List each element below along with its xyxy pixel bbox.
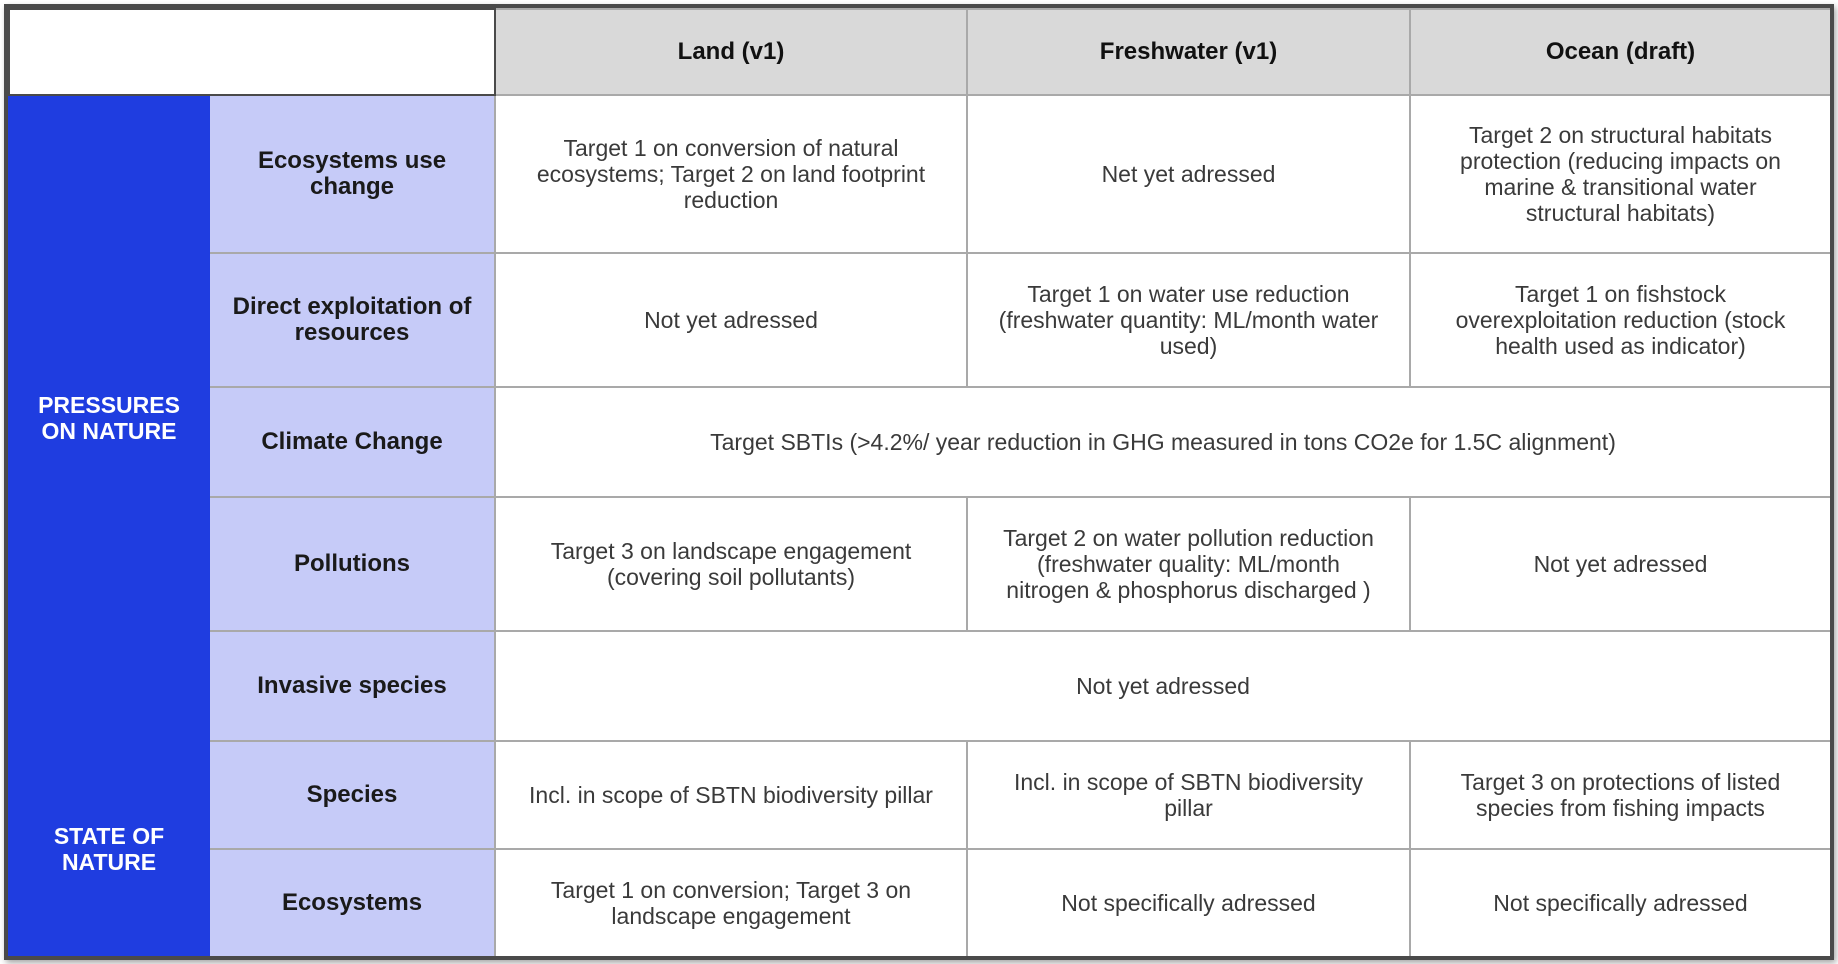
- row-label-ecosystems-use-change: Ecosystems use change: [209, 95, 495, 253]
- cell-pollutions-freshwater: Target 2 on water pollution reduction (freshwater quality: ML/month nitrogen & phosphorus discharged ): [967, 497, 1410, 631]
- cell-ecosystems-ocean: Not specifically adressed: [1410, 849, 1831, 957]
- cell-pollutions-land: Target 3 on landscape engagement (covering soil pollutants): [495, 497, 967, 631]
- row-label-pollutions: Pollutions: [209, 497, 495, 631]
- cell-climate-change-all: Target SBTIs (>4.2%/ year reduction in GHG measured in tons CO2e for 1.5C alignment): [495, 387, 1831, 497]
- cell-ecosystems-land: Target 1 on conversion; Target 3 on landscape engagement: [495, 849, 967, 957]
- table-row: [9, 387, 1831, 497]
- cell-ecosystems-freshwater: Not specifically adressed: [967, 849, 1410, 957]
- row-label-invasive-species: Invasive species: [209, 631, 495, 741]
- group-label-state: STATE OF NATURE: [9, 741, 209, 957]
- column-header-freshwater: Freshwater (v1): [967, 9, 1410, 95]
- column-header-ocean: Ocean (draft): [1410, 9, 1831, 95]
- table-row: [9, 741, 1831, 849]
- table-row: [9, 95, 1831, 253]
- row-label-species: Species: [209, 741, 495, 849]
- table-row: [9, 631, 1831, 741]
- row-label-climate-change: Climate Change: [209, 387, 495, 497]
- header-row: [9, 9, 1831, 95]
- cell-direct-exploitation-freshwater: Target 1 on water use reduction (freshwater quantity: ML/month water used): [967, 253, 1410, 387]
- cell-species-land: Incl. in scope of SBTN biodiversity pillar: [495, 741, 967, 849]
- cell-ecosystems-use-change-ocean: Target 2 on structural habitats protection (reducing impacts on marine & transitional water structural habitats): [1410, 95, 1831, 253]
- row-label-direct-exploitation: Direct exploitation of resources: [209, 253, 495, 387]
- cell-species-freshwater: Incl. in scope of SBTN biodiversity pillar: [967, 741, 1410, 849]
- cell-invasive-species-all: Not yet adressed: [495, 631, 1831, 741]
- column-header-land: Land (v1): [495, 9, 967, 95]
- cell-species-ocean: Target 3 on protections of listed species from fishing impacts: [1410, 741, 1831, 849]
- table-row: [9, 849, 1831, 957]
- cell-direct-exploitation-ocean: Target 1 on fishstock overexploitation reduction (stock health used as indicator): [1410, 253, 1831, 387]
- comparison-table-frame: [4, 4, 1834, 960]
- cell-ecosystems-use-change-land: Target 1 on conversion of natural ecosystems; Target 2 on land footprint reduction: [495, 95, 967, 253]
- sbtn-targets-table: [8, 8, 1832, 958]
- cell-ecosystems-use-change-freshwater: Net yet adressed: [967, 95, 1410, 253]
- corner-cell: [9, 9, 495, 95]
- row-label-ecosystems: Ecosystems: [209, 849, 495, 957]
- table-row: [9, 253, 1831, 387]
- group-label-pressures: PRESSURES ON NATURE: [9, 95, 209, 741]
- table-row: [9, 497, 1831, 631]
- cell-direct-exploitation-land: Not yet adressed: [495, 253, 967, 387]
- cell-pollutions-ocean: Not yet adressed: [1410, 497, 1831, 631]
